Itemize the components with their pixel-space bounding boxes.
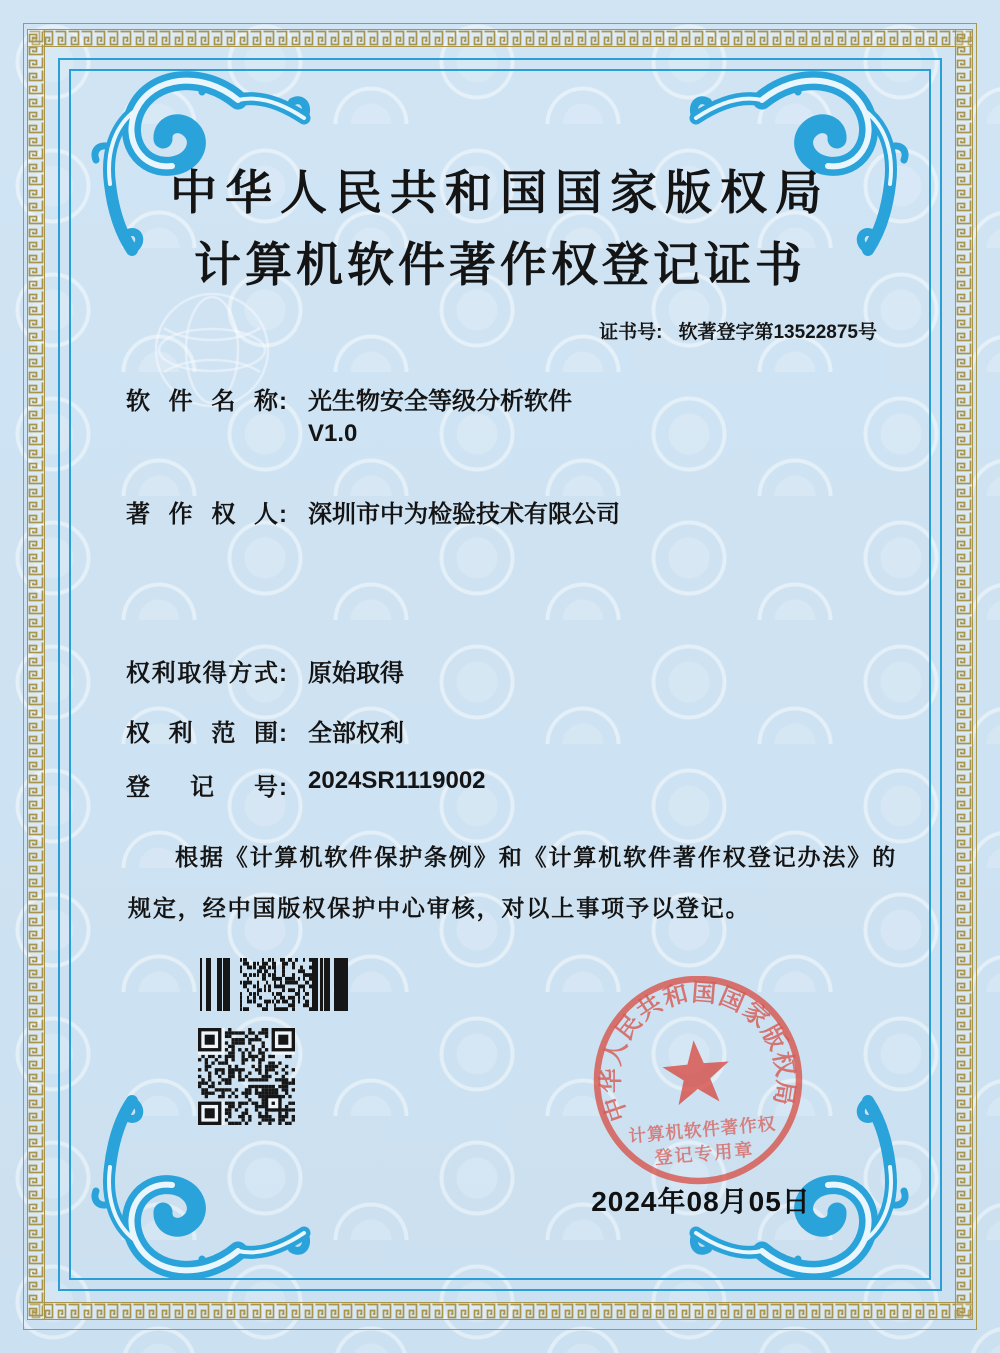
meander-pattern-icon [28, 1303, 972, 1319]
qr-code-icon [198, 1028, 295, 1125]
authority-title: 中华人民共和国国家版权局 [170, 168, 830, 220]
field-label: 著作权人 [126, 501, 278, 528]
field-colon: : [279, 501, 287, 528]
seal-caption-line-2: 登记专用章 [653, 1139, 756, 1169]
field-colon: : [279, 720, 287, 747]
statement-line-1: 根据《计算机软件保护条例》和《计算机软件著作权登记办法》的 [175, 844, 898, 870]
field-label: 权利范围 [126, 720, 278, 747]
meander-pattern-icon [28, 30, 972, 46]
meander-pattern-icon [28, 30, 44, 1319]
issue-date: 2024年08月05日 [591, 1186, 811, 1217]
field-row-copyright-owner [126, 494, 620, 529]
field-row-software-name [126, 381, 572, 416]
document-title: 计算机软件著作权登记证书 [194, 240, 806, 292]
field-row-acquisition-method [126, 653, 404, 688]
seal-caption-line-1: 计算机软件著作权 [627, 1113, 777, 1147]
meander-pattern-icon [956, 30, 972, 1319]
field-colon: : [279, 774, 287, 801]
certificate-number-value: 软著登字第13522875号 [678, 322, 877, 343]
field-colon: : [279, 388, 287, 415]
field-label: 权利取得方式 [126, 660, 278, 687]
statement-line-2: 规定，经中国版权保护中心审核，对以上事项予以登记。 [128, 895, 751, 921]
certificate-number [599, 317, 877, 344]
field-value: 光生物安全等级分析软件 [308, 388, 572, 415]
meander-border-bottom [27, 1302, 973, 1320]
field-value: 全部权利 [308, 720, 404, 747]
field-colon: : [279, 660, 287, 687]
seal-star-icon [660, 1037, 732, 1106]
meander-border-top [27, 29, 973, 47]
field-value: 深圳市中为检验技术有限公司 [308, 501, 620, 528]
field-label: 软件名称 [126, 388, 278, 415]
barcode-icon [200, 958, 348, 1011]
official-seal [588, 976, 812, 1200]
software-version: V1.0 [308, 420, 358, 447]
field-value: 2024SR1119002 [308, 767, 486, 794]
field-row-registration-number [126, 767, 486, 802]
seal-ring-text: 中华人民共和国国家版权局 [597, 979, 799, 1125]
certificate-number-label: 证书号: [599, 322, 663, 343]
field-label: 登记号 [126, 774, 278, 801]
field-row-rights-scope [126, 713, 404, 748]
field-value: 原始取得 [308, 660, 404, 687]
